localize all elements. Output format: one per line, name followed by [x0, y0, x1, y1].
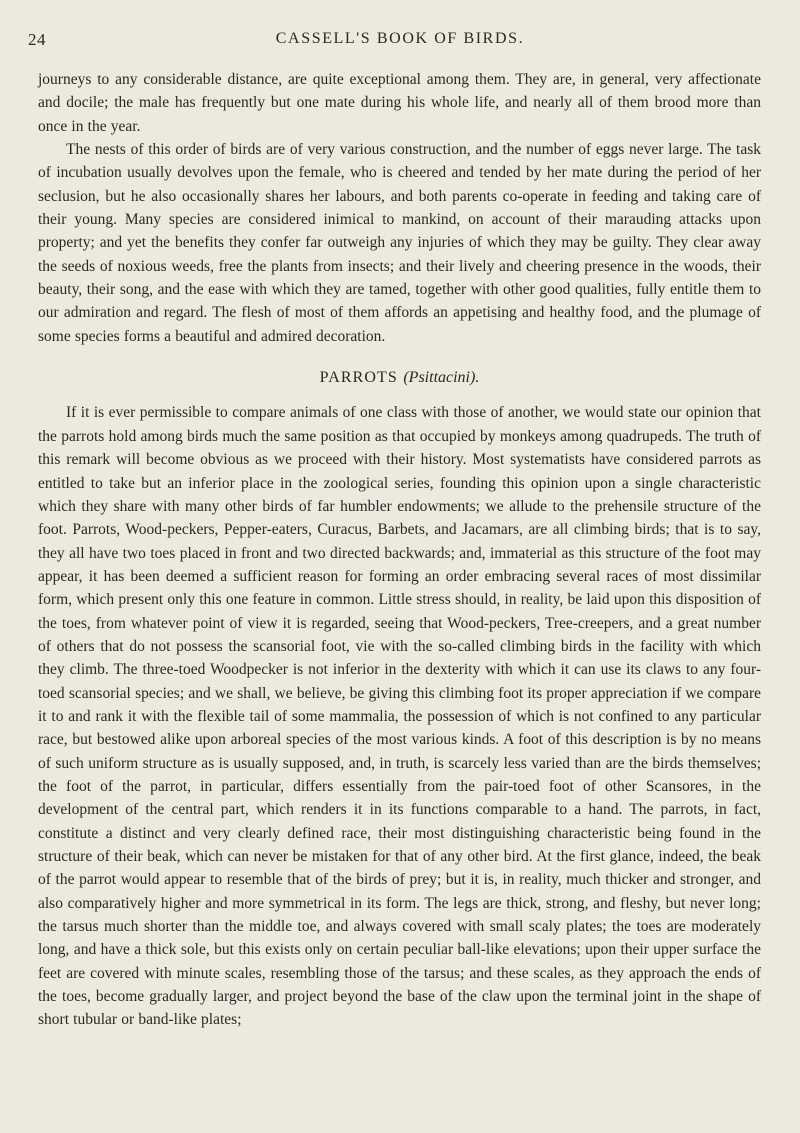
paragraph-nests: The nests of this order of birds are of very various construction, and the number of eggs never large. The task of incubation usually devolves upon the female, who is cheered and tended by her mate during the period of her seclusion, but he also occasionally shares her labours, and both parents co-operate in feeding and taking care of their young. Many species are considered inimical to mankind, on account of their marauding attacks upon property; and yet the benefits they confer far outweigh any injuries of which they may be guilty. They clear away the seeds of noxious weeds, free the plants from insects; and their lively and cheering presence in the woods, their beauty, their song, and the ease with which they are tamed, together with other good qualities, fully entitle them to our admiration and regard. The flesh of most of them affords an appetising and healthy food, and the plumage of some species forms a beautiful and admired decoration. — [38, 141, 761, 345]
page-header — [0, 30, 800, 54]
paragraph-parrots: If it is ever permissible to compare animals of one class with those of another, we would state our opinion that the parrots hold among birds much the same position as that occupied by monkeys among quadrupeds. The truth of this remark will become obvious as we proceed with their history. Most systematists have considered parrots as entitled to take but an inferior place in the zoological series, founding this opinion upon a single characteristic which they share with many other birds of far humbler endowments; we allude to the prehensile structure of the foot. Parrots, Wood-peckers, Pepper-eaters, Curacus, Barbets, and Jacamars, are all climbing birds; that is to say, they all have two toes placed in front and two directed backwards; and, immaterial as this structure of the foot may appear, it has been deemed a sufficient reason for forming an order embracing several races of most dissimilar form, which present only this one feature in common. Little stress should, in reality, be laid upon this disposition of the toes, from whatever point of view it is regarded, seeing that Wood-peckers, Tree-creepers, and a great number of others that do not possess the scansorial foot, vie with the so-called climbing birds in the facility with which they climb. The three-toed Woodpecker is not inferior in the dexterity with which it can use its claws to any four-toed scansorial species; and we shall, we believe, be giving this climbing foot its proper appreciation if we compare it to and rank it with the flexible tail of some mammalia, the possession of which is not confined to any particular race, but bestowed alike upon arboreal species of the most various kinds. A foot of this description is by no means of such uniform structure as is usually supposed, and, in truth, is scarcely less varied than are the birds themselves; the foot of the parrot, in particular, differs essentially from the pair-toed foot of other Scansores, in the development of the central part, which renders it in its functions comparable to a hand. The parrots, in fact, constitute a distinct and very clearly defined race, their most distinguishing characteristic being found in the structure of their beak, which can never be mistaken for that of any other bird. At the first glance, indeed, the beak of the parrot would appear to resemble that of the birds of prey; but it is, in reality, much thicker and stronger, and also comparatively higher and more symmetrical in its form. The legs are thick, strong, and fleshy, but never long; the tarsus much shorter than the middle toe, and always covered with small scaly plates; the toes are moderately long, and have a thick sole, but this exists only on certain peculiar ball-like elevations; upon their upper surface the feet are covered with minute scales, resembling those of the tarsus; and these scales, as they approach the ends of the toes, become gradually larger, and project beyond the base of the claw upon the terminal joint in the shape of short tubular or band-like plates; — [38, 404, 761, 1029]
section-heading — [38, 366, 761, 389]
running-head: CASSELL'S BOOK OF BIRDS. — [275, 30, 525, 47]
paragraph-continuation: journeys to any considerable distance, are quite exceptional among them. They are, in general, very affectionate and docile; the male has frequently but one mate during his whole life, and nearly all of them brood more than once in the year. — [38, 71, 761, 135]
section-title: PARROTS — [319, 369, 398, 387]
body-text — [38, 68, 761, 1032]
page-number: 24 — [28, 30, 46, 49]
section-latin-name: (Psittacini). — [403, 369, 480, 387]
